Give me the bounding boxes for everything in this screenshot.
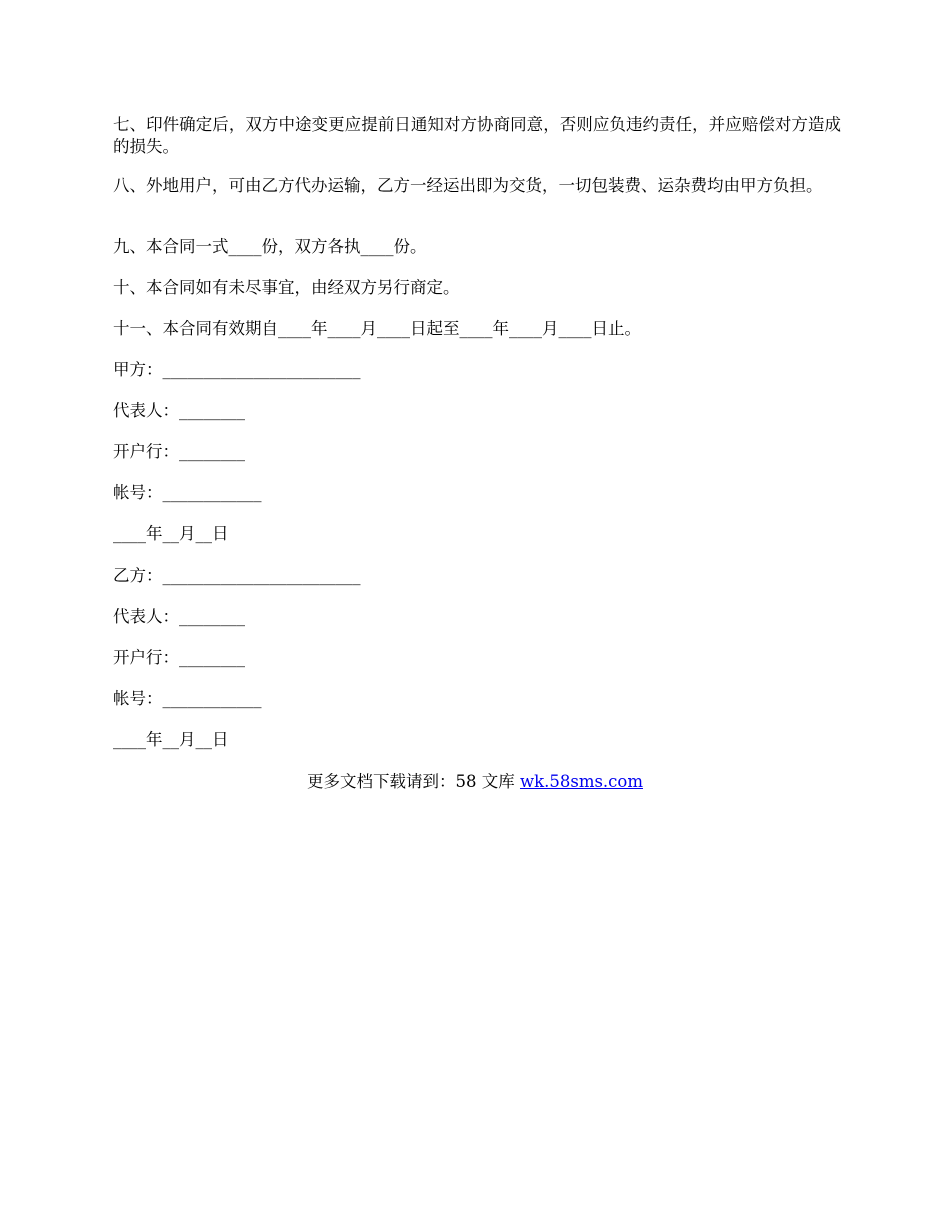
clause-8: 八、外地用户，可由乙方代办运输，乙方一经运出即为交货，一切包装费、运杂费均由甲方负担。 xyxy=(113,176,823,195)
party-b-name: 乙方：________________________ xyxy=(113,566,361,585)
clause-11: 十一、本合同有效期自____年____月____日起至____年____月____日止。 xyxy=(113,319,641,338)
party-a-name: 甲方：________________________ xyxy=(113,360,361,379)
party-b-date: ____年__月__日 xyxy=(113,730,229,749)
clause-10: 十、本合同如有未尽事宜，由经双方另行商定。 xyxy=(113,278,460,297)
footer-link[interactable]: wk.58sms.com xyxy=(519,772,643,791)
party-a-account: 帐号：____________ xyxy=(113,483,262,502)
party-a-date: ____年__月__日 xyxy=(113,524,229,543)
footer-text: 更多文档下载请到：58 文库 xyxy=(306,772,520,791)
party-b-bank: 开户行：________ xyxy=(113,648,245,667)
party-b-representative: 代表人：________ xyxy=(113,607,245,626)
party-b-account: 帐号：____________ xyxy=(113,689,262,708)
clause-9: 九、本合同一式____份，双方各执____份。 xyxy=(113,237,427,256)
party-a-representative: 代表人：________ xyxy=(113,401,245,420)
party-a-bank: 开户行：________ xyxy=(113,442,245,461)
clause-7: 七、印件确定后，双方中途变更应提前日通知对方协商同意，否则应负违约责任，并应赔偿对方造成的损失。 xyxy=(113,115,841,156)
footer xyxy=(0,771,950,793)
